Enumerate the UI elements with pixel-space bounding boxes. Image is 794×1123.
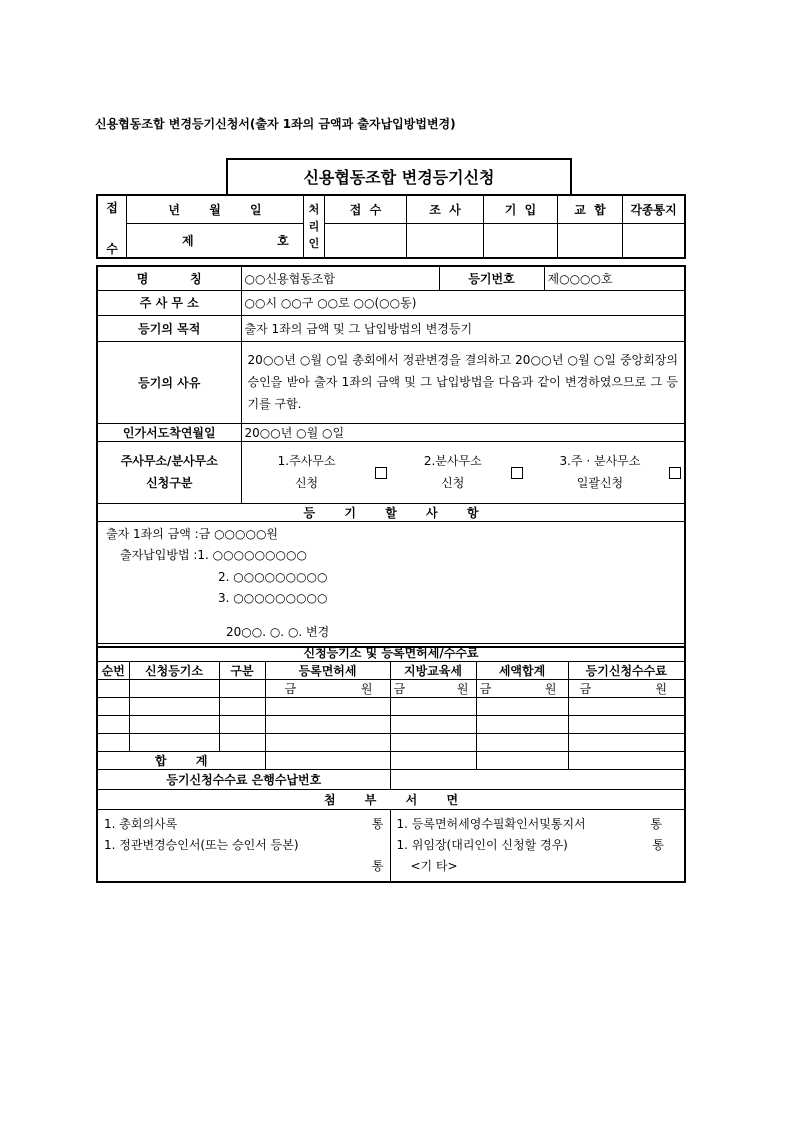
col-collation: 교 합	[558, 195, 623, 223]
fee-col-tax-total: 세액합계	[476, 662, 568, 680]
fees-header: 신청등기소 및 등록면허세/수수료	[97, 644, 685, 662]
cell-empty	[484, 223, 558, 258]
attachments-header: 첨 부 서 면	[97, 790, 685, 810]
cell-empty	[558, 223, 623, 258]
office-option-1-checkbox[interactable]	[375, 467, 387, 479]
reception-table	[96, 194, 686, 259]
date-label: 년 월 일	[127, 195, 304, 223]
method-1: 1. ○○○○○○○○○	[197, 548, 307, 562]
name-label: 명 칭	[97, 266, 241, 290]
reception-label: 접 수	[97, 195, 127, 258]
office-type-label: 주사무소/분사무소 신청구분	[97, 441, 241, 503]
bank-number-value	[390, 770, 685, 790]
fees-table	[96, 643, 686, 883]
address-label: 주 사 무 소	[97, 290, 241, 315]
reason-label: 등기의 사유	[97, 341, 241, 423]
purpose-value: 출자 1좌의 금액 및 그 납입방법의 변경등기	[241, 315, 685, 341]
col-inspection: 조 사	[407, 195, 484, 223]
office-option-3-checkbox[interactable]	[669, 467, 681, 479]
method-2: 2. ○○○○○○○○○	[218, 569, 328, 584]
office-type-options	[241, 441, 685, 503]
fee-col-office: 신청등기소	[129, 662, 219, 680]
regno-label: 등기번호	[439, 266, 544, 290]
main-form-table	[96, 265, 686, 648]
permit-date-label: 인가서도착연월일	[97, 423, 241, 441]
office-option-1: 1.주사무소 신청	[277, 454, 336, 490]
matters-header: 등 기 할 사 항	[97, 503, 685, 521]
fee-amount-cell: 금 원	[265, 680, 390, 698]
attachments-right	[390, 810, 685, 883]
col-entry: 기 입	[484, 195, 558, 223]
fee-amount-cell: 금 원	[568, 680, 685, 698]
method-label: 출자납입방법 :	[120, 548, 198, 562]
office-option-2-checkbox[interactable]	[511, 467, 523, 479]
fee-col-registration-fee: 등기신청수수료	[568, 662, 685, 680]
matters-body	[97, 521, 685, 647]
method-3: 3. ○○○○○○○○○	[218, 591, 328, 605]
attachment-item: 1. 정관변경승인서(또는 승인서 등본)	[104, 838, 299, 852]
fee-col-license-tax: 등록면허세	[265, 662, 390, 680]
attachment-item: <기 타>	[410, 859, 458, 873]
permit-date-value: 20○○년 ○월 ○일	[241, 423, 685, 441]
regno-value: 제○○○○호	[544, 266, 685, 290]
fee-amount-cell: 금 원	[390, 680, 476, 698]
cell-empty	[407, 223, 484, 258]
office-option-3: 3.주 · 분사무소 일괄신청	[559, 454, 641, 490]
name-value: ○○신용협동조합	[241, 266, 439, 290]
purpose-label: 등기의 목적	[97, 315, 241, 341]
fee-col-education-tax: 지방교육세	[390, 662, 476, 680]
change-date: 20○○. ○. ○. 변경	[226, 624, 330, 639]
fee-amount-cell: 금 원	[476, 680, 568, 698]
attachment-item: 1. 등록면허세영수필확인서및통지서 통	[396, 817, 662, 831]
attachments-left: 1. 총회의사록 통 1. 정관변경승인서(또는 승인서 등본) 통	[97, 810, 390, 883]
cell-empty	[623, 223, 686, 258]
form-title: 신용협동조합 변경등기신청	[226, 158, 572, 196]
fees-total-label: 합 계	[97, 752, 265, 770]
address-value: ○○시 ○○구 ○○로 ○○(○○동)	[241, 290, 685, 315]
processor-label: 처 리 인	[304, 195, 325, 258]
col-reception: 접 수	[325, 195, 407, 223]
office-option-2: 2.분사무소 신청	[423, 454, 482, 490]
matters-amount: 출자 1좌의 금액 :금 ○○○○○원	[106, 526, 279, 541]
bank-number-label: 등기신청수수료 은행수납번호	[97, 770, 390, 790]
reason-value: 20○○년 ○월 ○일 총회에서 정관변경을 결의하고 20○○년 ○월 ○일 중앙회장의 승인을 받아 출자 1좌의 금액 및 그 납입방법을 다음과 같이 변경하였으므로 그 등기를 구함.	[241, 341, 685, 423]
cell-empty	[325, 223, 407, 258]
attachment-item: 1. 위임장(대리인이 신청할 경우) 통	[396, 838, 664, 852]
number-label: 제 호	[127, 223, 304, 258]
document-heading: 신용협동조합 변경등기신청서(출자 1좌의 금액과 출자납입방법변경)	[95, 117, 456, 131]
fee-col-type: 구분	[219, 662, 265, 680]
attachment-item: 1. 총회의사록 통	[104, 817, 384, 831]
col-notice: 각종통지	[623, 195, 686, 223]
fee-col-seq: 순번	[97, 662, 129, 680]
